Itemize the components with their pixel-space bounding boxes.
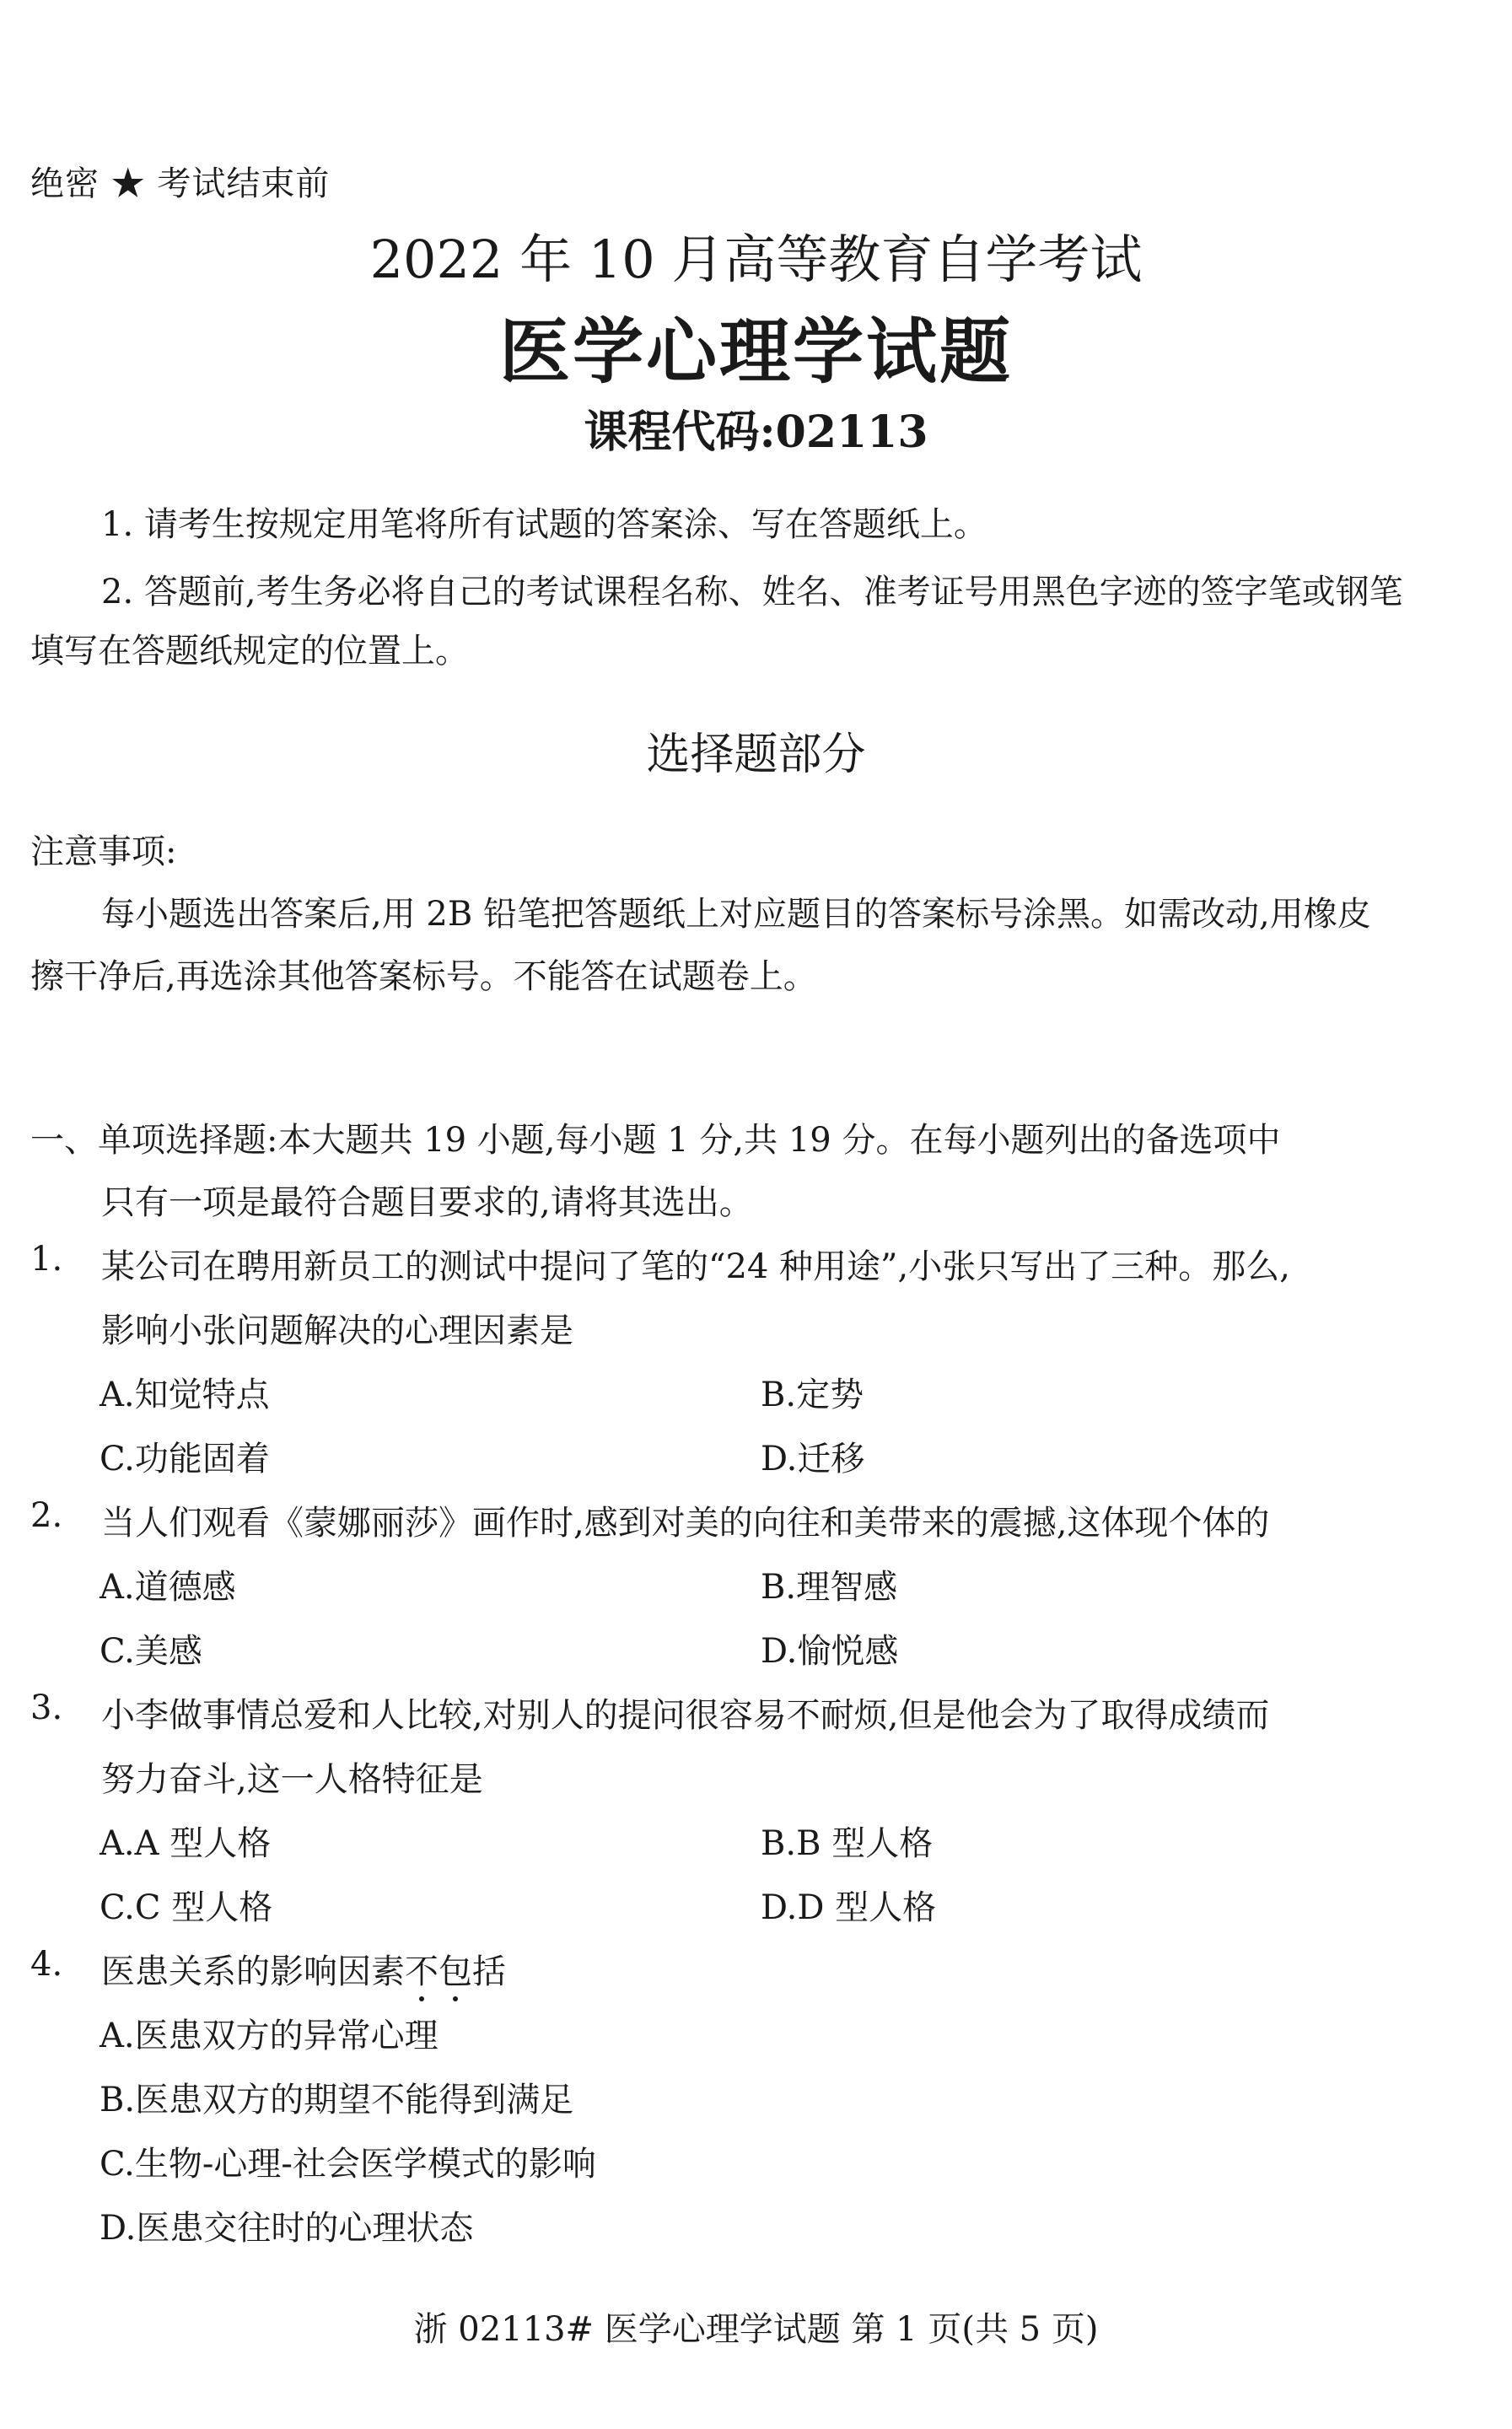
option-d: D.迁移 [761, 1440, 865, 1478]
part1-instructions-line1: 一、单项选择题:本大题共 19 小题,每小题 1 分,共 19 分。在每小题列出的备选项中 [30, 1121, 1281, 1160]
exam-title: 2022 年 10 月高等教育自学考试 [369, 229, 1143, 290]
option-b: B.理智感 [761, 1568, 898, 1607]
question-text-line1: 当人们观看《蒙娜丽莎》画作时,感到对美的向往和美带来的震撼,这体现个体的 [101, 1504, 1270, 1543]
part1-instructions-line2: 只有一项是最符合题目要求的,请将其选出。 [101, 1183, 753, 1222]
attention-text-line2: 擦干净后,再选涂其他答案标号。不能答在试题卷上。 [30, 957, 817, 996]
question-text-line1: 小李做事情总爱和人比较,对别人的提问很容易不耐烦,但是他会为了取得成绩而 [101, 1696, 1270, 1735]
subject-title: 医学心理学试题 [498, 310, 1013, 393]
option-c: C.生物-心理-社会医学模式的影响 [100, 2145, 596, 2184]
question-number: 3. [30, 1688, 63, 1727]
question-text-line1: 某公司在聘用新员工的测试中提问了笔的“24 种用途”,小张只写出了三种。那么, [101, 1247, 1290, 1286]
question-text-line2: 努力奋斗,这一人格特征是 [101, 1760, 483, 1799]
instruction-item-2-line1: 2. 答题前,考生务必将自己的考试课程名称、姓名、准考证号用黑色字迹的签字笔或钢笔 [101, 573, 1403, 611]
question-stem: 医患关系的影响因素 [101, 1952, 405, 1991]
emphasis-char: 不 [405, 1945, 439, 1993]
option-b: B.B 型人格 [761, 1824, 934, 1863]
secret-mark: 绝密 ★ 考试结束前 [30, 164, 331, 203]
option-a: A.道德感 [100, 1568, 236, 1607]
option-a: A.知觉特点 [100, 1376, 270, 1414]
option-b: B.定势 [761, 1376, 864, 1414]
instruction-item-1: 1. 请考生按规定用笔将所有试题的答案涂、写在答题纸上。 [101, 505, 987, 544]
emphasis-char: 包 [439, 1945, 472, 1993]
option-d: D.医患交往时的心理状态 [100, 2209, 474, 2248]
question-text-line1 [101, 1945, 506, 1993]
option-c: C.功能固着 [100, 1440, 270, 1478]
question-number: 4. [30, 1945, 63, 1984]
question-stem-end: 括 [472, 1952, 506, 1991]
question-number: 1. [30, 1240, 63, 1279]
option-c: C.C 型人格 [100, 1888, 273, 1927]
option-a: A.A 型人格 [100, 1824, 272, 1863]
page-footer: 浙 02113# 医学心理学试题 第 1 页(共 5 页) [413, 2310, 1099, 2349]
question-text-line2: 影响小张问题解决的心理因素是 [101, 1311, 573, 1350]
section-heading: 选择题部分 [646, 730, 866, 780]
course-code: 课程代码:02113 [584, 407, 928, 458]
option-b: B.医患双方的期望不能得到满足 [100, 2081, 574, 2119]
option-c: C.美感 [100, 1632, 202, 1671]
option-a: A.医患双方的异常心理 [100, 2017, 439, 2055]
option-d: D.D 型人格 [761, 1888, 937, 1927]
option-d: D.愉悦感 [761, 1632, 899, 1671]
attention-text-line1: 每小题选出答案后,用 2B 铅笔把答题纸上对应题目的答案标号涂黑。如需改动,用橡皮 [101, 895, 1371, 934]
instruction-item-2-line2: 填写在答题纸规定的位置上。 [30, 632, 469, 671]
question-number: 2. [30, 1496, 63, 1535]
attention-label: 注意事项: [30, 832, 177, 871]
